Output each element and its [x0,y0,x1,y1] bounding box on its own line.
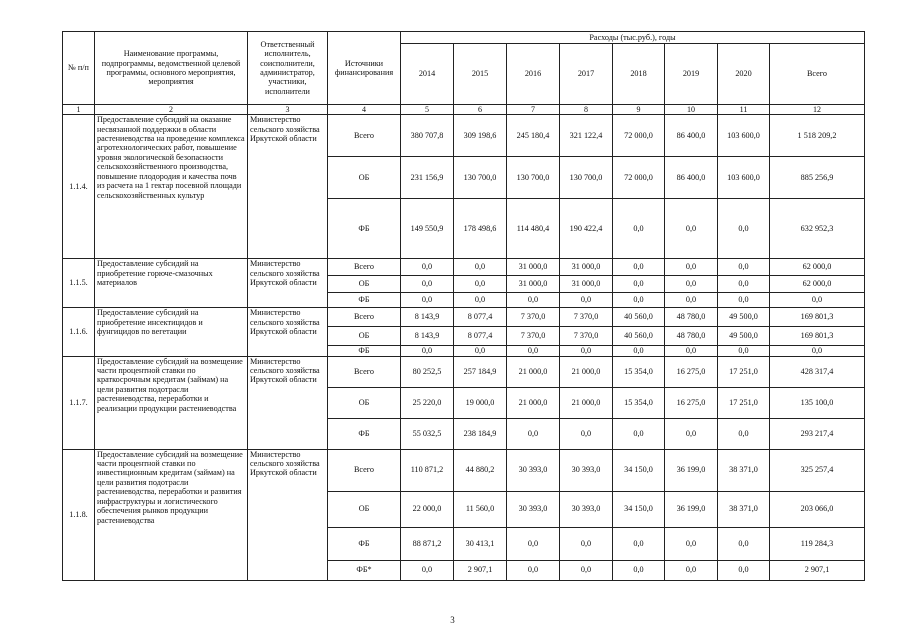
year-value: 25 220,0 [401,387,454,418]
year-value: 8 143,9 [401,327,454,346]
item-executor: Министерство сельского хозяйства Иркутской области [248,259,328,308]
funding-source: Всего [328,356,401,387]
column-number: 5 [401,105,454,115]
year-value: 34 150,0 [613,491,665,527]
header-number: № п/п [63,32,95,105]
year-value: 257 184,9 [454,356,507,387]
column-number: 3 [248,105,328,115]
year-value: 0,0 [718,276,770,293]
year-value: 0,0 [718,418,770,449]
year-value: 0,0 [718,199,770,259]
year-value: 0,0 [665,293,718,308]
column-number: 10 [665,105,718,115]
header-year: 2018 [613,44,665,105]
item-code: 1.1.8. [63,449,95,580]
year-value: 0,0 [613,199,665,259]
year-value: 0,0 [560,418,613,449]
funding-source: ОБ [328,327,401,346]
year-value: 7 370,0 [560,308,613,327]
year-value: 0,0 [613,527,665,560]
year-value: 0,0 [454,259,507,276]
header-year: 2020 [718,44,770,105]
funding-source: ФБ [328,293,401,308]
year-value: 238 184,9 [454,418,507,449]
year-value: 231 156,9 [401,157,454,199]
header-year: 2017 [560,44,613,105]
year-value: 17 251,0 [718,387,770,418]
funding-source: ФБ [328,527,401,560]
column-number: 8 [560,105,613,115]
year-value: 0,0 [401,346,454,356]
funding-source: Всего [328,259,401,276]
column-number: 1 [63,105,95,115]
year-value: 16 275,0 [665,356,718,387]
year-value: 0,0 [665,560,718,580]
year-value: 44 880,2 [454,449,507,491]
table-row [63,259,865,276]
funding-source: ФБ [328,199,401,259]
year-value: 0,0 [718,259,770,276]
year-value: 30 393,0 [507,491,560,527]
year-value: 48 780,0 [665,308,718,327]
column-number: 6 [454,105,507,115]
item-code: 1.1.4. [63,115,95,259]
year-value: 40 560,0 [613,308,665,327]
year-value: 72 000,0 [613,115,665,157]
header-total: Всего [770,44,865,105]
year-value: 130 700,0 [507,157,560,199]
year-value: 36 199,0 [665,449,718,491]
year-value: 0,0 [613,560,665,580]
year-value: 130 700,0 [454,157,507,199]
total-value: 325 257,4 [770,449,865,491]
table-row [63,449,865,491]
total-value: 1 518 209,2 [770,115,865,157]
item-name: Предоставление субсидий на оказание несвязанной поддержки в области растениеводства на проведение комплекса агротехнологических работ, повышение уровня экологической безопасности сельскохозяйственного производства, повышение плодородия и качества почв из расчета на 1 гектар посевной площади сельскохозяйственных культур [95,115,248,259]
column-number: 11 [718,105,770,115]
total-value: 62 000,0 [770,276,865,293]
year-value: 0,0 [507,418,560,449]
year-value: 49 500,0 [718,327,770,346]
year-value: 0,0 [560,560,613,580]
year-value: 30 393,0 [560,491,613,527]
column-numbers-row [63,105,865,115]
year-value: 31 000,0 [507,259,560,276]
year-value: 0,0 [613,293,665,308]
year-value: 0,0 [718,560,770,580]
year-value: 31 000,0 [560,259,613,276]
year-value: 0,0 [665,418,718,449]
year-value: 0,0 [665,259,718,276]
year-value: 0,0 [613,259,665,276]
item-code: 1.1.6. [63,308,95,356]
header-year: 2015 [454,44,507,105]
year-value: 0,0 [507,560,560,580]
item-executor: Министерство сельского хозяйства Иркутской области [248,308,328,356]
year-value: 178 498,6 [454,199,507,259]
year-value: 0,0 [613,276,665,293]
column-number: 2 [95,105,248,115]
header-executor: Ответственный исполнитель, соисполнители, администратор, участники, исполнители [248,32,328,105]
year-value: 8 077,4 [454,308,507,327]
year-value: 30 393,0 [507,449,560,491]
year-value: 380 707,8 [401,115,454,157]
year-value: 0,0 [560,527,613,560]
funding-source: ОБ [328,157,401,199]
year-value: 0,0 [718,293,770,308]
total-value: 885 256,9 [770,157,865,199]
total-value: 0,0 [770,293,865,308]
header-year: 2016 [507,44,560,105]
year-value: 80 252,5 [401,356,454,387]
year-value: 17 251,0 [718,356,770,387]
year-value: 49 500,0 [718,308,770,327]
column-number: 12 [770,105,865,115]
page-number: 3 [450,615,455,625]
year-value: 55 032,5 [401,418,454,449]
total-value: 203 066,0 [770,491,865,527]
year-value: 30 393,0 [560,449,613,491]
year-value: 38 371,0 [718,491,770,527]
year-value: 0,0 [507,293,560,308]
funding-source: ФБ [328,346,401,356]
year-value: 103 600,0 [718,115,770,157]
year-value: 0,0 [401,259,454,276]
year-value: 0,0 [560,293,613,308]
item-name: Предоставление субсидий на приобретение инсектицидов и фунгицидов по вегетации [95,308,248,356]
year-value: 103 600,0 [718,157,770,199]
total-value: 0,0 [770,346,865,356]
year-value: 245 180,4 [507,115,560,157]
funding-source: ОБ [328,491,401,527]
year-value: 48 780,0 [665,327,718,346]
year-value: 15 354,0 [613,356,665,387]
funding-source: ОБ [328,387,401,418]
item-executor: Министерство сельского хозяйства Иркутской области [248,356,328,449]
year-value: 21 000,0 [560,356,613,387]
year-value: 0,0 [560,346,613,356]
year-value: 0,0 [401,293,454,308]
year-value: 0,0 [665,199,718,259]
year-value: 2 907,1 [454,560,507,580]
table-row [63,308,865,327]
year-value: 0,0 [665,346,718,356]
item-name: Предоставление субсидий на возмещение части процентной ставки по инвестиционным кредитам (займам) на цели развития подотрасли растениеводства, переработки и развития инфраструктуры и логистического обеспечения рынков продукции растениеводства [95,449,248,580]
header-expenses: Расходы (тыс.руб.), годы [401,32,865,44]
year-value: 110 871,2 [401,449,454,491]
year-value: 309 198,6 [454,115,507,157]
year-value: 36 199,0 [665,491,718,527]
year-value: 72 000,0 [613,157,665,199]
table-body [63,115,865,580]
item-name: Предоставление субсидий на возмещение части процентной ставки по краткосрочным кредитам (займам) на цели развития подотрасли растениеводства, переработки и реализации продукции растениеводства [95,356,248,449]
year-value: 0,0 [718,527,770,560]
year-value: 22 000,0 [401,491,454,527]
funding-source: Всего [328,449,401,491]
header-source: Источники финансирования [328,32,401,105]
item-name: Предоставление субсидий на приобретение горюче-смазочных материалов [95,259,248,308]
total-value: 62 000,0 [770,259,865,276]
total-value: 135 100,0 [770,387,865,418]
year-value: 21 000,0 [560,387,613,418]
table-row [63,115,865,157]
column-number: 4 [328,105,401,115]
year-value: 0,0 [401,276,454,293]
total-value: 169 801,3 [770,308,865,327]
item-code: 1.1.5. [63,259,95,308]
funding-source: ФБ* [328,560,401,580]
column-number: 7 [507,105,560,115]
total-value: 119 284,3 [770,527,865,560]
year-value: 34 150,0 [613,449,665,491]
year-value: 31 000,0 [560,276,613,293]
year-value: 114 480,4 [507,199,560,259]
year-value: 190 422,4 [560,199,613,259]
funding-source: Всего [328,308,401,327]
year-value: 321 122,4 [560,115,613,157]
year-value: 0,0 [507,346,560,356]
funding-source: ФБ [328,418,401,449]
year-value: 30 413,1 [454,527,507,560]
year-value: 8 077,4 [454,327,507,346]
year-value: 0,0 [613,346,665,356]
year-value: 11 560,0 [454,491,507,527]
year-value: 8 143,9 [401,308,454,327]
year-value: 21 000,0 [507,387,560,418]
year-value: 86 400,0 [665,157,718,199]
year-value: 0,0 [718,346,770,356]
year-value: 21 000,0 [507,356,560,387]
total-value: 428 317,4 [770,356,865,387]
year-value: 7 370,0 [507,308,560,327]
item-code: 1.1.7. [63,356,95,449]
funding-source: Всего [328,115,401,157]
year-value: 19 000,0 [454,387,507,418]
year-value: 15 354,0 [613,387,665,418]
year-value: 31 000,0 [507,276,560,293]
budget-table [62,31,865,581]
funding-source: ОБ [328,276,401,293]
item-executor: Министерство сельского хозяйства Иркутской области [248,115,328,259]
total-value: 632 952,3 [770,199,865,259]
column-number: 9 [613,105,665,115]
year-value: 149 550,9 [401,199,454,259]
year-value: 0,0 [613,418,665,449]
year-value: 0,0 [454,346,507,356]
year-value: 0,0 [454,293,507,308]
year-value: 86 400,0 [665,115,718,157]
header-year: 2014 [401,44,454,105]
year-value: 0,0 [665,276,718,293]
year-value: 7 370,0 [560,327,613,346]
year-value: 7 370,0 [507,327,560,346]
header-year: 2019 [665,44,718,105]
total-value: 2 907,1 [770,560,865,580]
year-value: 88 871,2 [401,527,454,560]
item-executor: Министерство сельского хозяйства Иркутской области [248,449,328,580]
table-row [63,356,865,387]
year-value: 40 560,0 [613,327,665,346]
year-value: 0,0 [401,560,454,580]
year-value: 0,0 [454,276,507,293]
year-value: 38 371,0 [718,449,770,491]
total-value: 169 801,3 [770,327,865,346]
header-name: Наименование программы, подпрограммы, ведомственной целевой программы, основного мероприятия, мероприятия [95,32,248,105]
year-value: 0,0 [507,527,560,560]
total-value: 293 217,4 [770,418,865,449]
year-value: 0,0 [665,527,718,560]
year-value: 130 700,0 [560,157,613,199]
year-value: 16 275,0 [665,387,718,418]
